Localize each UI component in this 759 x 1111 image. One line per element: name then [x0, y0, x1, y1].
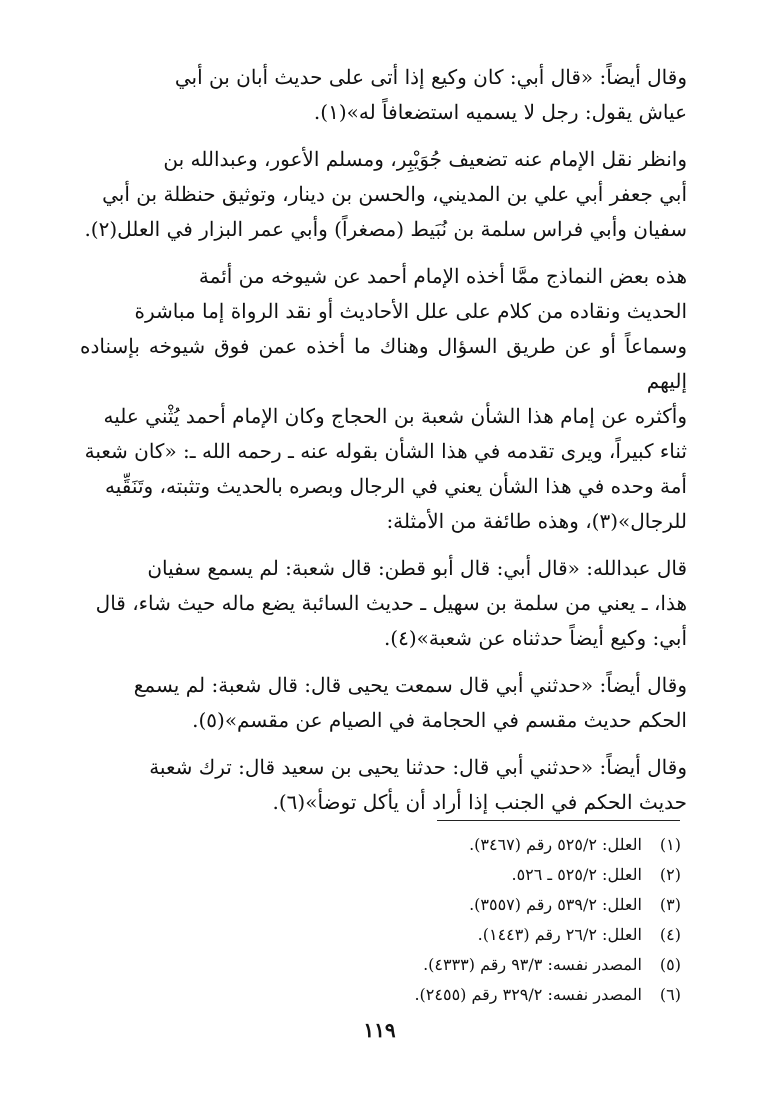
- footnote-item: [414, 860, 681, 890]
- text-line: قال عبدالله: «قال أبي: قال أبو قطن: قال شعبة: لم يسمع سفيان: [147, 556, 687, 580]
- text-line: حديث الحكم في الجنب إذا أراد أن يأكل توضأ»(٦).: [272, 790, 687, 814]
- paragraph-1: [80, 60, 687, 130]
- text-line: هذه بعض النماذج ممَّا أخذه الإمام أحمد عن شيوخه من أئمة: [198, 264, 687, 288]
- page-number: ١١٩: [363, 1018, 396, 1042]
- footnote-text: المصدر نفسه: ٣٢٩/٢ رقم (٢٤٥٥).: [414, 985, 642, 1004]
- footnote-text: العلل: ٥٢٥/٢ رقم (٣٤٦٧).: [469, 835, 642, 854]
- text-line: الحديث ونقاده من كلام على علل الأحاديث أو نقد الرواة إما مباشرة: [134, 299, 687, 323]
- text-line: عياش يقول: رجل لا يسميه استضعافاً له»(١).: [313, 100, 687, 124]
- footnote-text: المصدر نفسه: ٩٣/٣ رقم (٤٣٣٣).: [423, 955, 642, 974]
- paragraph-2: [80, 142, 687, 247]
- footnote-number: (٣): [659, 895, 681, 914]
- text-line: أمة وحده في هذا الشأن يعني في الرجال وبصره بالحديث وتثبته، وتَنَقِّيه: [105, 474, 687, 498]
- footnotes: [414, 830, 681, 1010]
- paragraph-3: [80, 259, 687, 539]
- text-line: أبي جعفر أبي علي بن المديني، والحسن بن دينار، وتوثيق حنظلة بن أبي: [102, 182, 687, 206]
- text-line: وقال أيضاً: «حدثني أبي قال سمعت يحيى قال: قال شعبة: لم يسمع: [133, 673, 687, 697]
- footnote-divider: [437, 820, 680, 821]
- text-line: وقال أيضاً: «حدثني أبي قال: حدثنا يحيى بن سعيد قال: ترك شعبة: [149, 755, 687, 779]
- footnote-text: العلل: ٥٣٩/٢ رقم (٣٥٥٧).: [469, 895, 642, 914]
- text-line: سفيان وأبي فراس سلمة بن نُبَيط (مصغراً) وأبي عمر البزار في العلل(٢).: [84, 217, 687, 241]
- text-line: وقال أيضاً: «قال أبي: كان وكيع إذا أتى على حديث أبان بن أبي: [174, 65, 687, 89]
- main-text: [80, 60, 687, 832]
- text-line: الحكم حديث مقسم في الحجامة في الصيام عن مقسم»(٥).: [192, 708, 687, 732]
- footnote-number: (٦): [659, 985, 681, 1004]
- text-line: وأكثره عن إمام هذا الشأن شعبة بن الحجاج وكان الإمام أحمد يُثْني عليه: [103, 404, 687, 428]
- footnote-item: [414, 890, 681, 920]
- footnote-text: العلل: ٥٢٥/٢ ـ ٥٢٦.: [511, 865, 642, 884]
- text-line: وانظر نقل الإمام عنه تضعيف جُوَيْبِر، ومسلم الأعور، وعبدالله بن: [163, 147, 687, 171]
- paragraph-6: [80, 750, 687, 820]
- footnote-item: [414, 980, 681, 1010]
- footnote-number: (١): [659, 835, 681, 854]
- footnote-item: [414, 950, 681, 980]
- footnote-number: (٢): [659, 865, 681, 884]
- text-line: هذا، ـ يعني من سلمة بن سهيل ـ حديث السائبة يضع ماله حيث شاء، قال: [95, 591, 687, 615]
- paragraph-4: [80, 551, 687, 656]
- paragraph-5: [80, 668, 687, 738]
- footnote-text: العلل: ٢٦/٢ رقم (١٤٤٣).: [477, 925, 642, 944]
- footnote-number: (٤): [659, 925, 681, 944]
- text-line: أبي: وكيع أيضاً حدثناه عن شعبة»(٤).: [383, 626, 687, 650]
- text-line: ثناء كبيراً، ويرى تقدمه في هذا الشأن بقوله عنه ـ رحمه الله ـ: «كان شعبة: [84, 439, 687, 463]
- footnote-item: [414, 920, 681, 950]
- text-line: للرجال»(٣)، وهذه طائفة من الأمثلة:: [386, 509, 687, 533]
- footnote-item: [414, 830, 681, 860]
- footnote-number: (٥): [659, 955, 681, 974]
- text-line: وسماعاً أو عن طريق السؤال وهناك ما أخذه عمن فوق شيوخه بإسناده إليهم: [80, 334, 687, 393]
